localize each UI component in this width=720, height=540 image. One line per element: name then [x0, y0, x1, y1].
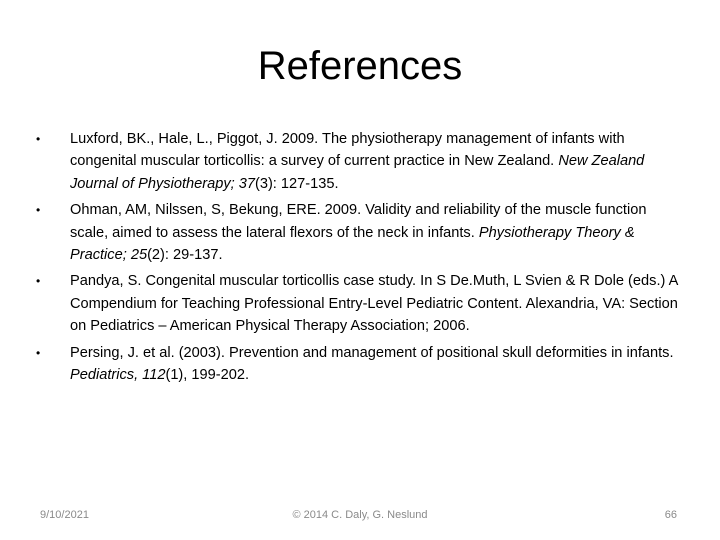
bullet-icon: • [36, 203, 41, 218]
references-list [36, 128, 686, 390]
reference-item [36, 342, 686, 387]
page-number: 66 [664, 509, 677, 521]
reference-item [36, 270, 686, 337]
reference-text: Pandya, S. Congenital muscular torticollis case study. In S De.Muth, L Svien & R Dole (eds.) A Compendium for Teaching Professional Entry-Level Pediatric Content. Alexandria, VA: Section on Pediatrics – American Physical Therapy Association; 2006. [70, 273, 678, 335]
bullet-icon: • [36, 345, 41, 360]
reference-issue: (2): 29-137. [147, 247, 223, 264]
reference-journal: New Zealand Journal of Physiotherapy; 37 [70, 153, 645, 192]
reference-item [36, 199, 686, 266]
footer-copyright: © 2014 C. Daly, G. Neslund [292, 509, 428, 521]
reference-text: Luxford, BK., Hale, L., Piggot, J. 2009. The physiotherapy management of infants with congenital muscular torticollis: a survey of current practice in New Zealand. [70, 131, 625, 170]
reference-journal: Physiotherapy Theory & Practice; 25 [70, 224, 635, 264]
reference-journal: Pediatrics, 112 [70, 367, 166, 384]
footer-date: 9/10/2021 [40, 509, 89, 521]
bullet-icon: • [36, 132, 41, 146]
reference-item [36, 128, 686, 195]
reference-text: Persing, J. et al. (2003). Prevention and management of positional skull deformities in infants. [70, 344, 674, 361]
reference-text: Ohman, AM, Nilssen, S, Bekung, ERE. 2009. Validity and reliability of the muscle function scale, aimed to assess the lateral flexors of the neck in infants. [70, 202, 647, 241]
bullet-icon: • [36, 274, 41, 289]
reference-issue: (1), 199-202. [165, 367, 250, 384]
slide-title: References [257, 44, 463, 88]
reference-issue: (3): 127-135. [254, 175, 339, 192]
